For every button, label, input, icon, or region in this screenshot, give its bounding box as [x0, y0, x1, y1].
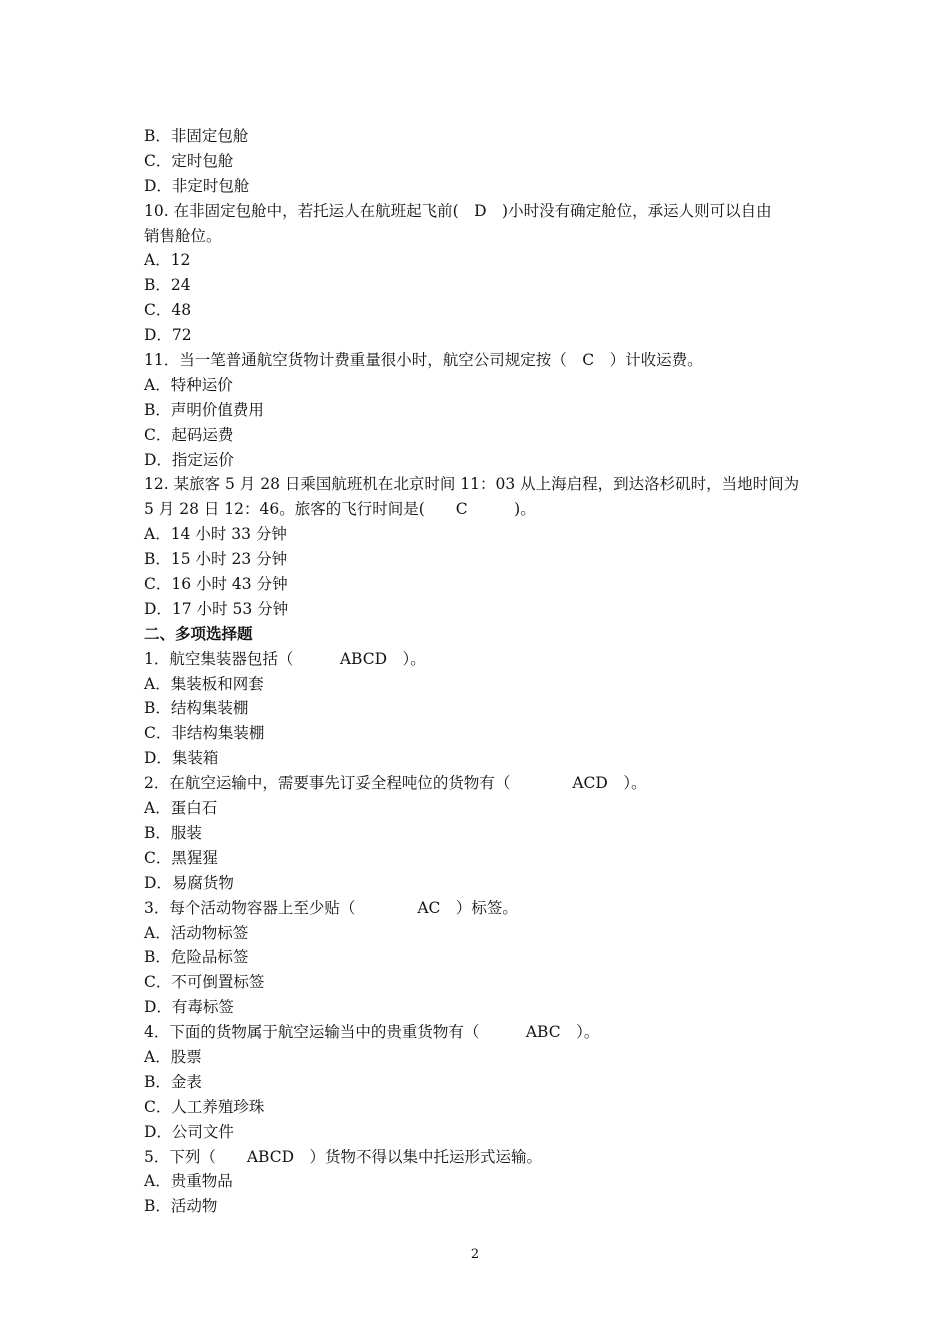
text-line: D．72	[144, 326, 192, 345]
text-line: C．48	[144, 301, 192, 320]
multi-question-4: 4．下面的货物属于航空运输当中的贵重货物有（ ABC ）。	[144, 1023, 600, 1042]
text-line: B．金表	[144, 1072, 202, 1091]
text-line: A．股票	[144, 1047, 202, 1066]
text-line: C．不可倒置标签	[144, 973, 265, 992]
text-line: A．集装板和网套	[144, 674, 264, 693]
text-line: C．人工养殖珍珠	[144, 1097, 265, 1116]
text-line: A．特种运价	[144, 375, 233, 394]
section-heading: 二、多项选择题	[144, 623, 253, 643]
page-number: 2	[470, 1247, 480, 1262]
question-10-line-1: 10. 在非固定包舱中，若托运人在航班起飞前( D )小时没有确定舱位，承运人则可以自由	[144, 201, 772, 220]
question-12-line-1: 12. 某旅客 5 月 28 日乘国航班机在北京时间 11：03 从上海启程，到达洛杉矶时，当地时间为	[144, 475, 800, 494]
text-line: C．16 小时 43 分钟	[144, 575, 288, 594]
text-line: D．17 小时 53 分钟	[144, 599, 289, 618]
text-line: B．声明价值费用	[144, 400, 264, 419]
multi-question-1: 1．航空集装器包括（ ABCD ）。	[144, 649, 426, 668]
text-line: B．结构集装棚	[144, 699, 249, 718]
text-line: D．公司文件	[144, 1122, 234, 1141]
text-line: C．起码运费	[144, 425, 234, 444]
text-line: B．非固定包舱	[144, 127, 249, 145]
text-line: C．黑猩猩	[144, 848, 218, 867]
text-line: A．12	[144, 251, 191, 270]
multi-question-2: 2．在航空运输中，需要事先订妥全程吨位的货物有（ ACD ）。	[144, 774, 647, 793]
text-line: A．贵重物品	[144, 1172, 233, 1191]
text-line: A．活动物标签	[144, 923, 249, 942]
text-line: D．易腐货物	[144, 873, 234, 892]
question-12-line-2: 5 月 28 日 12：46。旅客的飞行时间是( C )。	[144, 500, 536, 519]
multi-question-3: 3．每个活动物容器上至少贴（ AC ）标签。	[144, 898, 518, 917]
text-line: D．非定时包舱	[144, 176, 250, 195]
text-line: C．非结构集装棚	[144, 724, 265, 743]
text-line: D．集装箱	[144, 749, 219, 768]
question-11: 11．当一笔普通航空货物计费重量很小时，航空公司规定按（ C ）计收运费。	[144, 351, 703, 370]
text-line: B．15 小时 23 分钟	[144, 550, 288, 569]
text-line: A．14 小时 33 分钟	[144, 525, 287, 544]
text-line: B．活动物	[144, 1197, 218, 1216]
text-line: D．指定运价	[144, 450, 234, 469]
question-10-line-2: 销售舱位。	[144, 226, 222, 245]
text-line: B．24	[144, 276, 191, 295]
text-line: C．定时包舱	[144, 151, 234, 170]
page-content	[144, 124, 810, 1219]
text-line: D．有毒标签	[144, 998, 234, 1017]
text-line: B．危险品标签	[144, 948, 249, 967]
text-line: A．蛋白石	[144, 799, 218, 818]
multi-question-5: 5．下列（ ABCD ）货物不得以集中托运形式运输。	[144, 1147, 543, 1166]
text-line: B．服装	[144, 823, 202, 842]
